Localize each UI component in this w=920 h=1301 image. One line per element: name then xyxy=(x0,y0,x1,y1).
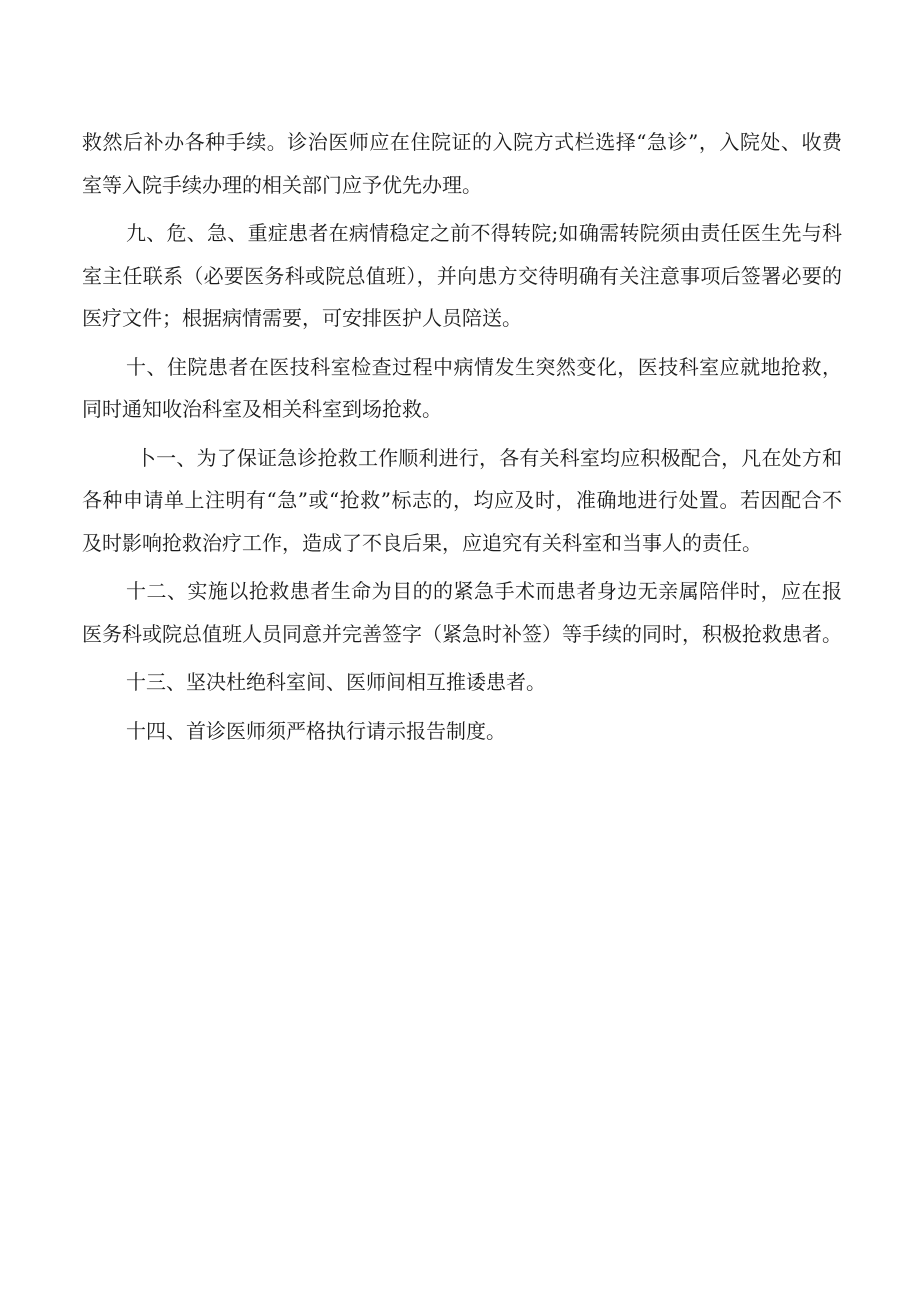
document-body xyxy=(82,121,842,758)
paragraph-continuation: 救然后补办各种手续。诊治医师应在住院证的入院方式栏选择“急诊”，入院处、收费室等入院手续办理的相关部门应予优先办理。 xyxy=(82,130,842,197)
paragraph-item-14: 十四、首诊医师须严格执行请示报告制度。 xyxy=(126,718,506,743)
paragraph-item-12: 十二、实施以抢救患者生命为目的的紧急手术而患者身边无亲属陪伴时，应在报医务科或院总值班人员同意并完善签字（紧急时补签）等手续的同时，积极抢救患者。 xyxy=(82,579,842,646)
paragraph-item-13: 十三、坚决杜绝科室间、医师间相互推诿患者。 xyxy=(126,670,546,694)
paragraph-item-11: 卜一、为了保证急诊抢救工作顺利进行，各有关科室均应积极配合，凡在处方和各种申请单上注明有“急”或“抢救”标志的，均应及时，准确地进行处置。若因配合不及时影响抢救治疗工作，造成了不良后果，应追究有关科室和当事人的责任。 xyxy=(82,445,842,555)
paragraph-item-9: 九、危、急、重症患者在病情稳定之前不得转院;如确需转院须由责任医生先与科室主任联系（必要医务科或院总值班），并向患方交待明确有关注意事项后签署必要的医疗文件；根据病情需要，可安排医护人员陪送。 xyxy=(82,221,842,330)
paragraph-item-10: 十、住院患者在医技科室检查过程中病情发生突然变化，医技科室应就地抢救，同时通知收治科室及相关科室到场抢救。 xyxy=(82,354,842,421)
